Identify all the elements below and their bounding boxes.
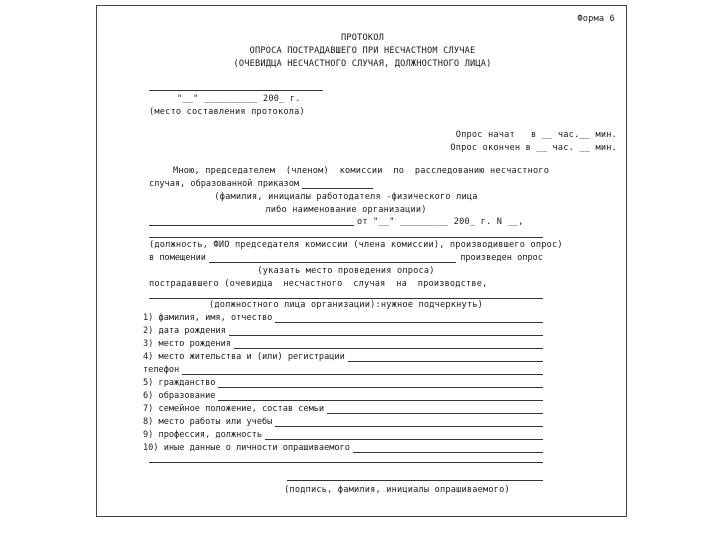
protocol-form-page [96,5,627,517]
document-title: ПРОТОКОЛ [341,33,384,43]
field-input[interactable] [275,315,543,323]
room-field[interactable] [209,255,456,263]
employer-field[interactable] [149,225,354,226]
start-time: Опрос начат в __ час.__ мин. [455,130,617,140]
field-label: 10) иные данные о личности опрашиваемого [143,443,350,453]
field-input[interactable] [348,354,543,362]
field-row [143,378,543,388]
field-row [143,430,543,440]
field-row [143,443,543,453]
field-row [143,391,543,401]
employer-caption-2: либо наименование организации) [265,205,427,215]
room-row [149,253,543,263]
field-input[interactable] [218,393,543,401]
para-intro: Мною, председателем (членом) комиссии по расследованию несчастного [173,166,550,176]
chair-caption: (должность, ФИО председателя комиссии (члена комиссии), производившего опрос) [149,240,563,250]
victim-field[interactable] [149,298,543,299]
field-label: 6) образование [143,391,216,401]
field-row [143,339,543,349]
room-caption: (указать место проведения опроса) [257,266,435,276]
field-row [143,365,543,375]
field-label: 8) место работы или учебы [143,417,273,427]
place-caption: (место составления протокола) [149,107,305,117]
document-subtitle: ОПРОСА ПОСТРАДАВШЕГО ПРИ НЕСЧАСТНОМ СЛУЧАЕ [249,46,476,56]
form-number-label: Форма 6 [577,14,615,24]
field-label: 3) место рождения [143,339,231,349]
place-line[interactable] [149,90,323,91]
order-reference: от "__" _________ 200_ г. N __, [357,217,524,227]
extra-field[interactable] [149,462,543,463]
field-input[interactable] [234,341,543,349]
field-label: 4) место жительства и (или) регистрации [143,352,345,362]
field-input[interactable] [327,406,543,414]
field-label: 9) профессия, должность [143,430,262,440]
room-label: в помещении [149,253,206,263]
signature-field[interactable] [287,480,543,481]
field-input[interactable] [229,328,543,336]
field-row [143,326,543,336]
field-label: 7) семейное положение, состав семьи [143,404,325,414]
field-label: 5) гражданство [143,378,216,388]
official-caption: (должностного лица организации):нужное подчеркнуть) [208,300,484,310]
field-label: телефон [143,365,180,375]
field-input[interactable] [182,367,543,375]
field-input[interactable] [353,445,543,453]
field-row [143,417,543,427]
field-row [143,404,543,414]
order-row [149,179,373,189]
room-suffix: произведен опрос [460,253,543,263]
employer-caption: (фамилия, инициалы работодателя -физического лица [214,192,478,202]
field-input[interactable] [218,380,543,388]
field-row [143,352,543,362]
field-row [143,313,543,323]
field-input[interactable] [265,432,543,440]
order-label: случая, образованной приказом [149,179,300,189]
order-field[interactable] [302,181,373,189]
victim-line: пострадавшего (очевидца несчастного случая на производстве, [149,279,488,289]
date-line: "__" __________ 200_ г. [177,94,301,104]
field-label: 1) фамилия, имя, отчество [143,313,273,323]
document-subtitle-2: (ОЧЕВИДЦА НЕСЧАСТНОГО СЛУЧАЯ, ДОЛЖНОСТНОГО ЛИЦА) [233,59,492,69]
chair-field[interactable] [149,237,543,238]
field-label: 2) дата рождения [143,326,226,336]
end-time: Опрос окончен в __ час. __ мин. [450,143,617,153]
field-input[interactable] [275,419,543,427]
signature-caption: (подпись, фамилия, инициалы опрашиваемого) [284,485,510,495]
